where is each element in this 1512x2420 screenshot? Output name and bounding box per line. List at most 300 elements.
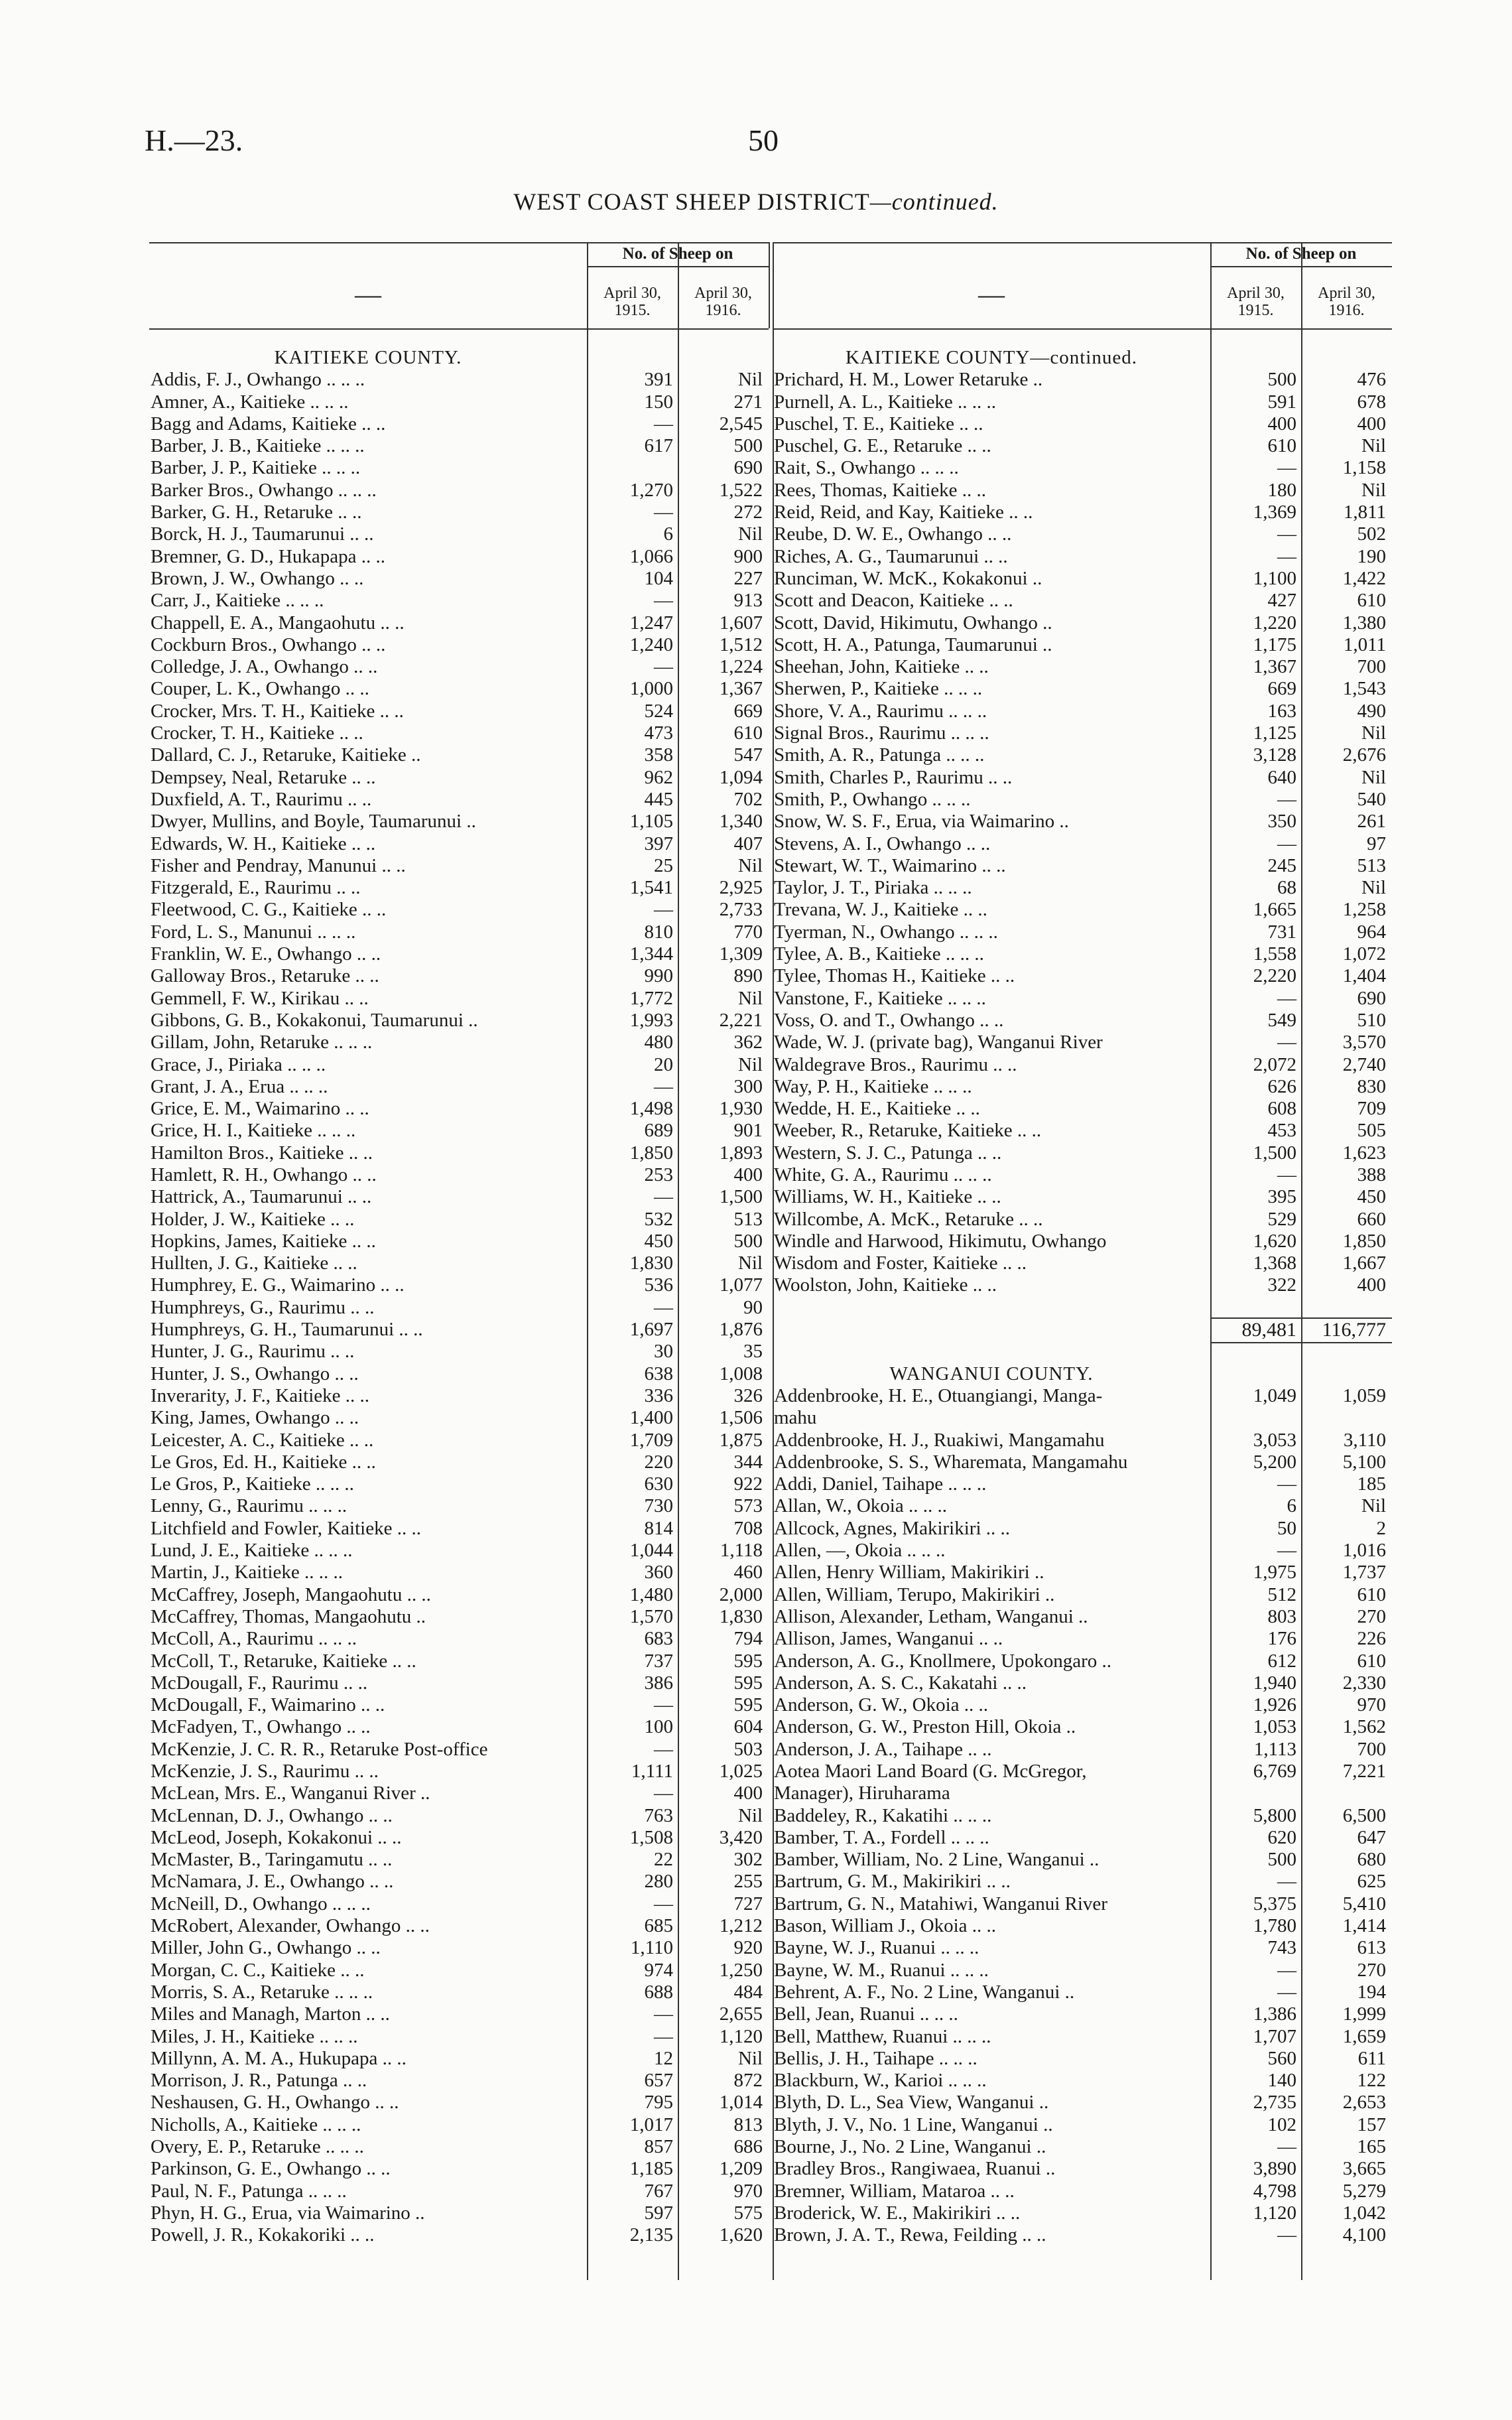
owner-name: Anderson, G. W., Preston Hill, Okoia .. xyxy=(774,1716,1076,1738)
sheep-1915: 2,220 xyxy=(1253,965,1296,987)
table-row xyxy=(149,1562,769,1583)
sheep-1916: 610 xyxy=(1357,1650,1386,1672)
owner-name: Crocker, Mrs. T. H., Kaitieke .. .. xyxy=(151,700,404,722)
owner-name: McMaster, B., Taringamutu .. .. xyxy=(151,1849,393,1871)
sheep-1915: 1,480 xyxy=(629,1583,673,1605)
table-rows-left xyxy=(149,347,769,2247)
sheep-1916: 5,410 xyxy=(1342,1893,1386,1915)
table-row xyxy=(149,1407,769,1429)
table-row xyxy=(149,1209,769,1231)
table-row xyxy=(773,1473,1392,1495)
table-row xyxy=(149,1827,769,1849)
table-row xyxy=(773,546,1392,568)
table-row xyxy=(773,789,1392,811)
sheep-1915: 990 xyxy=(644,965,673,987)
sheep-1916: 611 xyxy=(1357,2047,1386,2069)
table-row xyxy=(773,2026,1392,2048)
table-row xyxy=(149,943,769,965)
owner-name: Anderson, A. S. C., Kakatahi .. .. xyxy=(774,1672,1027,1694)
table-row xyxy=(773,811,1392,833)
owner-name: Bayne, W. J., Ruanui .. .. .. xyxy=(774,1937,979,1959)
table-row xyxy=(773,2158,1392,2180)
header-april-1915: April 30, 1915. xyxy=(603,285,661,319)
table-row xyxy=(149,744,769,766)
sheep-1916: 165 xyxy=(1357,2136,1386,2158)
sheep-1916: 1,258 xyxy=(1342,899,1386,921)
owner-name: Anderson, G. W., Okoia .. .. xyxy=(774,1694,989,1716)
owner-name: Taylor, J. T., Piriaka .. .. .. xyxy=(774,877,972,899)
sheep-1915: 1,053 xyxy=(1253,1716,1296,1738)
table-row xyxy=(149,1186,769,1208)
owner-name: Inverarity, J. F., Kaitieke .. .. xyxy=(151,1384,370,1406)
sheep-1915: 610 xyxy=(1267,435,1296,457)
owner-name: Allcock, Agnes, Makirikiri .. .. xyxy=(774,1517,1011,1539)
table-row xyxy=(149,1120,769,1142)
owner-name: Morris, S. A., Retaruke .. .. .. xyxy=(151,1981,373,2003)
sheep-1916: 1,118 xyxy=(720,1540,763,1562)
sheep-1916: 3,420 xyxy=(719,1826,763,1848)
sheep-1916: 901 xyxy=(733,1120,763,1142)
table-row xyxy=(149,1761,769,1782)
sheep-1915: 1,270 xyxy=(629,479,673,501)
table-row xyxy=(149,678,769,700)
sheep-1916: 686 xyxy=(733,2136,763,2158)
table-row xyxy=(149,612,769,634)
sheep-1916: 450 xyxy=(1357,1186,1386,1208)
sheep-1915: — xyxy=(1277,1871,1296,1893)
sheep-1916: 727 xyxy=(733,1893,763,1915)
sheep-1916: 625 xyxy=(1357,1871,1386,1893)
sheep-1915: 1,508 xyxy=(629,1826,673,1848)
table-row xyxy=(149,2202,769,2224)
sheep-1916: 2,733 xyxy=(719,899,763,921)
table-row xyxy=(149,1076,769,1098)
owner-name: Trevana, W. J., Kaitieke .. .. xyxy=(774,899,987,921)
owner-name: Tyerman, N., Owhango .. .. .. xyxy=(774,921,998,943)
sheep-1916: 770 xyxy=(733,921,763,943)
table-row xyxy=(149,722,769,744)
table-row xyxy=(149,1274,769,1296)
sheep-1916: 1,422 xyxy=(1342,567,1386,589)
sheep-1915: 1,111 xyxy=(631,1761,673,1782)
owner-name: McColl, A., Raurimu .. .. .. xyxy=(151,1628,357,1650)
sheep-1916: 1,607 xyxy=(719,612,763,634)
owner-name: Tylee, Thomas H., Kaitieke .. .. xyxy=(774,965,1015,987)
sheep-1916: 1,620 xyxy=(719,2224,763,2246)
header-april-1916: April 30, 1916. xyxy=(694,285,752,319)
table-row xyxy=(773,1805,1392,1827)
sheep-1915: 630 xyxy=(644,1473,673,1495)
sheep-1915: 2,072 xyxy=(1253,1053,1296,1075)
sheep-1915: 1,400 xyxy=(629,1407,673,1429)
sheep-1915: 1,185 xyxy=(629,2158,673,2180)
sheep-1915: 3,890 xyxy=(1253,2158,1296,2180)
sheep-1916: 513 xyxy=(1357,854,1386,876)
table-row xyxy=(773,1628,1392,1650)
owner-name: Ford, L. S., Manunui .. .. .. xyxy=(151,921,356,943)
owner-name: McKenzie, J. C. R. R., Retaruke Post-office xyxy=(151,1738,488,1760)
table-row xyxy=(149,1628,769,1650)
owner-name: McKenzie, J. S., Raurimu .. .. xyxy=(151,1761,379,1782)
sheep-1916: 344 xyxy=(733,1451,763,1473)
owner-name: Scott, David, Hikimutu, Owhango .. xyxy=(774,612,1052,634)
sheep-1915: 450 xyxy=(644,1230,673,1252)
owner-name: Grant, J. A., Erua .. .. .. xyxy=(151,1075,328,1097)
sheep-1916: 326 xyxy=(733,1384,763,1406)
owner-name: Leicester, A. C., Kaitieke .. .. xyxy=(151,1429,374,1451)
sheep-1915: 767 xyxy=(644,2180,673,2202)
header-april-1915: April 30, 1915. xyxy=(1227,285,1285,319)
sheep-1915: 6 xyxy=(1287,1495,1296,1517)
sheep-1915: 1,066 xyxy=(629,545,673,567)
sheep-1915: 3,128 xyxy=(1253,744,1296,766)
owner-name: Hamlett, R. H., Owhango .. .. xyxy=(151,1164,377,1185)
sheep-1915: 322 xyxy=(1267,1274,1296,1296)
owner-name: Carr, J., Kaitieke .. .. .. xyxy=(151,590,324,612)
owner-name: Bamber, T. A., Fordell .. .. .. xyxy=(774,1826,989,1848)
owner-name: McFadyen, T., Owhango .. .. xyxy=(151,1716,371,1738)
sheep-1916: 490 xyxy=(1357,700,1386,722)
sheep-1916: 1,893 xyxy=(719,1142,763,1164)
table-rows-right xyxy=(773,347,1392,2247)
sheep-1915: 1,993 xyxy=(629,1009,673,1031)
table-row xyxy=(149,1473,769,1495)
owner-name: Manager), Hiruharama xyxy=(774,1782,950,1804)
sheep-1915: 395 xyxy=(1267,1186,1296,1208)
table-row xyxy=(773,1827,1392,1849)
owner-name: Barker Bros., Owhango .. .. .. xyxy=(151,479,377,501)
table-row xyxy=(773,1518,1392,1540)
table-row xyxy=(149,1960,769,1982)
owner-name: Allison, James, Wanganui .. .. xyxy=(774,1628,1003,1650)
sheep-1916: 2,000 xyxy=(719,1583,763,1605)
table-row xyxy=(773,1694,1392,1716)
owner-name: Lenny, G., Raurimu .. .. .. xyxy=(151,1495,347,1517)
table-row xyxy=(773,656,1392,678)
sheep-1915: 180 xyxy=(1267,479,1296,501)
table-row xyxy=(149,1010,769,1032)
table-row xyxy=(149,1893,769,1915)
table-row xyxy=(773,391,1392,413)
owner-name: Bradley Bros., Rangiwaea, Ruanui .. xyxy=(774,2158,1056,2180)
sheep-1915: 1,049 xyxy=(1253,1384,1296,1406)
sheep-1915: 253 xyxy=(644,1164,673,1185)
owner-name: King, James, Owhango .. .. xyxy=(151,1407,359,1429)
owner-name: Willcombe, A. McK., Retaruke .. .. xyxy=(774,1208,1043,1230)
owner-name: Bell, Matthew, Ruanui .. .. .. xyxy=(774,2025,991,2047)
table-row xyxy=(773,457,1392,479)
sheep-1916: 1,876 xyxy=(719,1319,763,1341)
sheep-1916: 1,562 xyxy=(1342,1716,1386,1738)
sheep-1915: 1,017 xyxy=(629,2114,673,2135)
table-row xyxy=(773,1915,1392,1937)
table-row xyxy=(149,1098,769,1120)
owner-name: Addenbrooke, H. E., Otuangiangi, Manga- xyxy=(774,1384,1103,1406)
sheep-1915: 1,220 xyxy=(1253,612,1296,634)
owner-name: Addenbrooke, S. S., Wharemata, Mangamahu xyxy=(774,1451,1128,1473)
report-code: H.—23. xyxy=(145,123,243,157)
sheep-1915: 140 xyxy=(1267,2070,1296,2092)
owner-name: Galloway Bros., Retaruke .. .. xyxy=(151,965,379,987)
table-row xyxy=(773,678,1392,700)
table-row xyxy=(773,369,1392,391)
table-row xyxy=(773,1076,1392,1098)
sheep-1916: 595 xyxy=(733,1694,763,1716)
sheep-1915: 1,500 xyxy=(1253,1142,1296,1164)
sheep-1916: 1,930 xyxy=(719,1098,763,1120)
sheep-1915: — xyxy=(654,656,673,678)
sheep-1915: 1,940 xyxy=(1253,1672,1296,1694)
owner-name: Rait, S., Owhango .. .. .. xyxy=(774,457,959,479)
owner-name: Windle and Harwood, Hikimutu, Owhango xyxy=(774,1230,1107,1252)
table-row xyxy=(149,2003,769,2025)
sheep-1916: 1,072 xyxy=(1342,943,1386,965)
owner-name: Dwyer, Mullins, and Boyle, Taumarunui .. xyxy=(151,811,476,833)
table-row xyxy=(149,1054,769,1076)
owner-name: Scott, H. A., Patunga, Taumarunui .. xyxy=(774,634,1052,655)
sheep-1916: Nil xyxy=(1361,877,1386,899)
sheep-1916: 709 xyxy=(1357,1098,1386,1120)
sheep-1916: 647 xyxy=(1357,1826,1386,1848)
sheep-1916: 116,777 xyxy=(1322,1319,1386,1341)
table-row xyxy=(773,2092,1392,2114)
sheep-1915: 1,044 xyxy=(629,1540,673,1562)
table-row xyxy=(773,1231,1392,1252)
sheep-1916: 1,250 xyxy=(719,1959,763,1981)
owner-name: Puschel, G. E., Retaruke .. .. xyxy=(774,435,991,457)
owner-name: Brown, J. A. T., Rewa, Feilding .. .. xyxy=(774,2224,1046,2246)
sheep-1915: — xyxy=(1277,833,1296,854)
table-row xyxy=(773,767,1392,789)
sheep-1916: Nil xyxy=(1361,722,1386,744)
sheep-1915: 743 xyxy=(1267,1937,1296,1959)
owner-name: Nicholls, A., Kaitieke .. .. .. xyxy=(151,2114,361,2135)
sheep-1915: 612 xyxy=(1267,1650,1296,1672)
sheep-1915: 524 xyxy=(644,700,673,722)
sheep-1916: 700 xyxy=(1357,1738,1386,1760)
table-row xyxy=(149,1385,769,1407)
owner-name: Waldegrave Bros., Raurimu .. .. xyxy=(774,1053,1017,1075)
owner-name: Couper, L. K., Owhango .. .. xyxy=(151,678,369,700)
table-row xyxy=(149,2070,769,2092)
sheep-1916: 1,875 xyxy=(719,1429,763,1451)
sheep-1916: Nil xyxy=(737,369,763,391)
table-row xyxy=(149,1915,769,1937)
sheep-1915: — xyxy=(1277,1981,1296,2003)
sheep-table-left xyxy=(149,242,769,2280)
county-name: WANGANUI COUNTY. xyxy=(889,1363,1094,1384)
table-row xyxy=(149,2026,769,2048)
sheep-1916: 460 xyxy=(733,1562,763,1583)
sheep-1916: 1,999 xyxy=(1342,2003,1386,2025)
table-row xyxy=(773,413,1392,435)
table-row xyxy=(149,1319,769,1341)
table-row xyxy=(149,1849,769,1871)
table-row xyxy=(773,988,1392,1010)
table-row xyxy=(149,1716,769,1738)
county-name: KAITIEKE COUNTY. xyxy=(274,347,462,368)
table-row xyxy=(773,1739,1392,1761)
sheep-1915: 163 xyxy=(1267,700,1296,722)
header-dash: — xyxy=(355,279,381,309)
table-row xyxy=(149,2114,769,2136)
sheep-1915: 280 xyxy=(644,1871,673,1893)
table-row xyxy=(149,767,769,789)
sheep-1915: — xyxy=(1277,545,1296,567)
sheep-1916: 604 xyxy=(733,1716,763,1738)
sheep-1916: 302 xyxy=(733,1849,763,1871)
sheep-1915: 1,498 xyxy=(629,1098,673,1120)
owner-name: Behrent, A. F., No. 2 Line, Wanganui .. xyxy=(774,1981,1075,2003)
sheep-1915: 730 xyxy=(644,1495,673,1517)
owner-name: Barber, J. B., Kaitieke .. .. .. xyxy=(151,435,365,457)
sheep-1916: 913 xyxy=(733,590,763,612)
sheep-1915: 536 xyxy=(644,1274,673,1296)
owner-name: Bartrum, G. M., Makirikiri .. .. xyxy=(774,1871,1011,1893)
owner-name: Grice, E. M., Waimarino .. .. xyxy=(151,1098,369,1120)
sheep-1916: 1,212 xyxy=(719,1915,763,1937)
sheep-table-right xyxy=(773,242,1392,2280)
sheep-1915: 591 xyxy=(1267,391,1296,413)
sheep-1916: 610 xyxy=(1357,1583,1386,1605)
table-row xyxy=(773,2181,1392,2202)
owner-name: Woolston, John, Kaitieke .. .. xyxy=(774,1274,997,1296)
table-row xyxy=(149,1694,769,1716)
header-april-1916: April 30, 1916. xyxy=(1318,285,1375,319)
owner-name: McColl, T., Retaruke, Kaitieke .. .. xyxy=(151,1650,416,1672)
sheep-1916: 2,653 xyxy=(1342,2092,1386,2114)
sheep-1915: — xyxy=(1277,1164,1296,1185)
sheep-1915: 974 xyxy=(644,1959,673,1981)
owner-name: Neshausen, G. H., Owhango .. .. xyxy=(151,2092,399,2114)
sheep-1916: 4,100 xyxy=(1342,2224,1386,2246)
owner-name: Gibbons, G. B., Kokakonui, Taumarunui .. xyxy=(151,1009,478,1031)
sheep-1915: 397 xyxy=(644,833,673,854)
sheep-1916: 1,506 xyxy=(719,1407,763,1429)
owner-name: Bason, William J., Okoia .. .. xyxy=(774,1915,997,1937)
sheep-1916: 2,655 xyxy=(719,2003,763,2025)
table-row xyxy=(773,1849,1392,1871)
owner-name: Smith, Charles P., Raurimu .. .. xyxy=(774,766,1013,788)
sheep-1915: — xyxy=(654,1738,673,1760)
table-row xyxy=(149,1650,769,1672)
table-row xyxy=(149,2158,769,2180)
owner-name: Hamilton Bros., Kaitieke .. .. xyxy=(151,1142,373,1164)
owner-name: Miles, J. H., Kaitieke .. .. .. xyxy=(151,2025,358,2047)
sheep-1916: Nil xyxy=(737,1252,763,1274)
sheep-1915: 1,707 xyxy=(1253,2025,1296,2047)
sheep-1916: 97 xyxy=(1367,833,1386,854)
owner-name: Bourne, J., No. 2 Line, Wanganui .. xyxy=(774,2136,1046,2158)
header-sheep-on: No. of Sheep on xyxy=(622,245,733,263)
sheep-1915: — xyxy=(1277,2136,1296,2158)
owner-name: Paul, N. F., Patunga .. .. .. xyxy=(151,2180,347,2202)
table-row xyxy=(773,1650,1392,1672)
sheep-1916: 2,545 xyxy=(719,413,763,435)
table-row xyxy=(149,1142,769,1164)
owner-name: Scott and Deacon, Kaitieke .. .. xyxy=(774,590,1013,612)
sheep-1915: 1,368 xyxy=(1253,1252,1296,1274)
table-row xyxy=(773,1893,1392,1915)
table-row xyxy=(149,2048,769,2070)
sheep-1915: — xyxy=(654,1694,673,1716)
sheep-1916: 872 xyxy=(733,2070,763,2092)
table-row xyxy=(149,701,769,722)
sheep-1916: 2,676 xyxy=(1342,744,1386,766)
sheep-1915: — xyxy=(654,899,673,921)
sheep-1915: 1,386 xyxy=(1253,2003,1296,2025)
sheep-1915: — xyxy=(654,413,673,435)
owner-name: Humphreys, G. H., Taumarunui .. .. xyxy=(151,1319,423,1341)
sheep-1915: 386 xyxy=(644,1672,673,1694)
owner-name: McLeod, Joseph, Kokakonui .. .. xyxy=(151,1826,402,1848)
sheep-1916: 505 xyxy=(1357,1120,1386,1142)
sheep-1916: 226 xyxy=(1357,1628,1386,1650)
sheep-1916: 610 xyxy=(733,722,763,744)
table-row xyxy=(149,1451,769,1473)
owner-name: Fitzgerald, E., Raurimu .. .. xyxy=(151,877,361,899)
table-row xyxy=(773,1562,1392,1583)
sheep-1916: 1,623 xyxy=(1342,1142,1386,1164)
sheep-1915: 685 xyxy=(644,1915,673,1937)
sheep-1916: 547 xyxy=(733,744,763,766)
owner-name: Riches, A. G., Taumarunui .. .. xyxy=(774,545,1008,567)
sheep-1916: 484 xyxy=(733,1981,763,2003)
title-suffix: —continued. xyxy=(869,188,999,215)
table-row xyxy=(773,1274,1392,1296)
sheep-1916: 610 xyxy=(1357,590,1386,612)
owner-name: Cockburn Bros., Owhango .. .. xyxy=(151,634,386,655)
table-row xyxy=(149,2181,769,2202)
sheep-1915: — xyxy=(1277,1473,1296,1495)
owner-name: Le Gros, Ed. H., Kaitieke .. .. xyxy=(151,1451,376,1473)
sheep-1915: — xyxy=(654,590,673,612)
sheep-1915: 102 xyxy=(1267,2114,1296,2135)
owner-name: Gillam, John, Retaruke .. .. .. xyxy=(151,1032,373,1053)
sheep-1915: 1,105 xyxy=(629,811,673,833)
table-row xyxy=(773,1385,1392,1407)
owner-name: Fisher and Pendray, Manunui .. .. xyxy=(151,854,406,876)
sheep-1915: 1,975 xyxy=(1253,1562,1296,1583)
sheep-1915: — xyxy=(1277,1032,1296,1053)
sheep-1916: 1,737 xyxy=(1342,1562,1386,1583)
table-row xyxy=(773,1054,1392,1076)
table-row xyxy=(773,701,1392,722)
owner-name: Bartrum, G. N., Matahiwi, Wanganui River xyxy=(774,1893,1107,1915)
table-row xyxy=(773,612,1392,634)
owner-name: Shore, V. A., Raurimu .. .. .. xyxy=(774,700,987,722)
sheep-1915: 20 xyxy=(654,1053,673,1075)
sheep-1915: 1,367 xyxy=(1253,656,1296,678)
header-sheep-on: No. of Sheep on xyxy=(1245,245,1357,263)
sheep-1916: 407 xyxy=(733,833,763,854)
table-row xyxy=(149,1032,769,1053)
sheep-1915: — xyxy=(1277,788,1296,810)
sheep-1915: 3,053 xyxy=(1253,1429,1296,1451)
owner-name: Sherwen, P., Kaitieke .. .. .. xyxy=(774,678,983,700)
sheep-1915: 360 xyxy=(644,1562,673,1583)
owner-name: Morgan, C. C., Kaitieke .. .. xyxy=(151,1959,365,1981)
owner-name: Millynn, A. M. A., Hukupapa .. .. xyxy=(151,2047,407,2069)
table-row xyxy=(149,1231,769,1252)
sheep-1915: 1,850 xyxy=(629,1142,673,1164)
owner-name: Humphrey, E. G., Waimarino .. .. xyxy=(151,1274,405,1296)
owner-name: Bayne, W. M., Ruanui .. .. .. xyxy=(774,1959,989,1981)
sheep-1916: 227 xyxy=(733,567,763,589)
sheep-1916: 1,367 xyxy=(719,678,763,700)
owner-name: Hunter, J. S., Owhango .. .. xyxy=(151,1363,359,1384)
sheep-1915: — xyxy=(1277,987,1296,1009)
